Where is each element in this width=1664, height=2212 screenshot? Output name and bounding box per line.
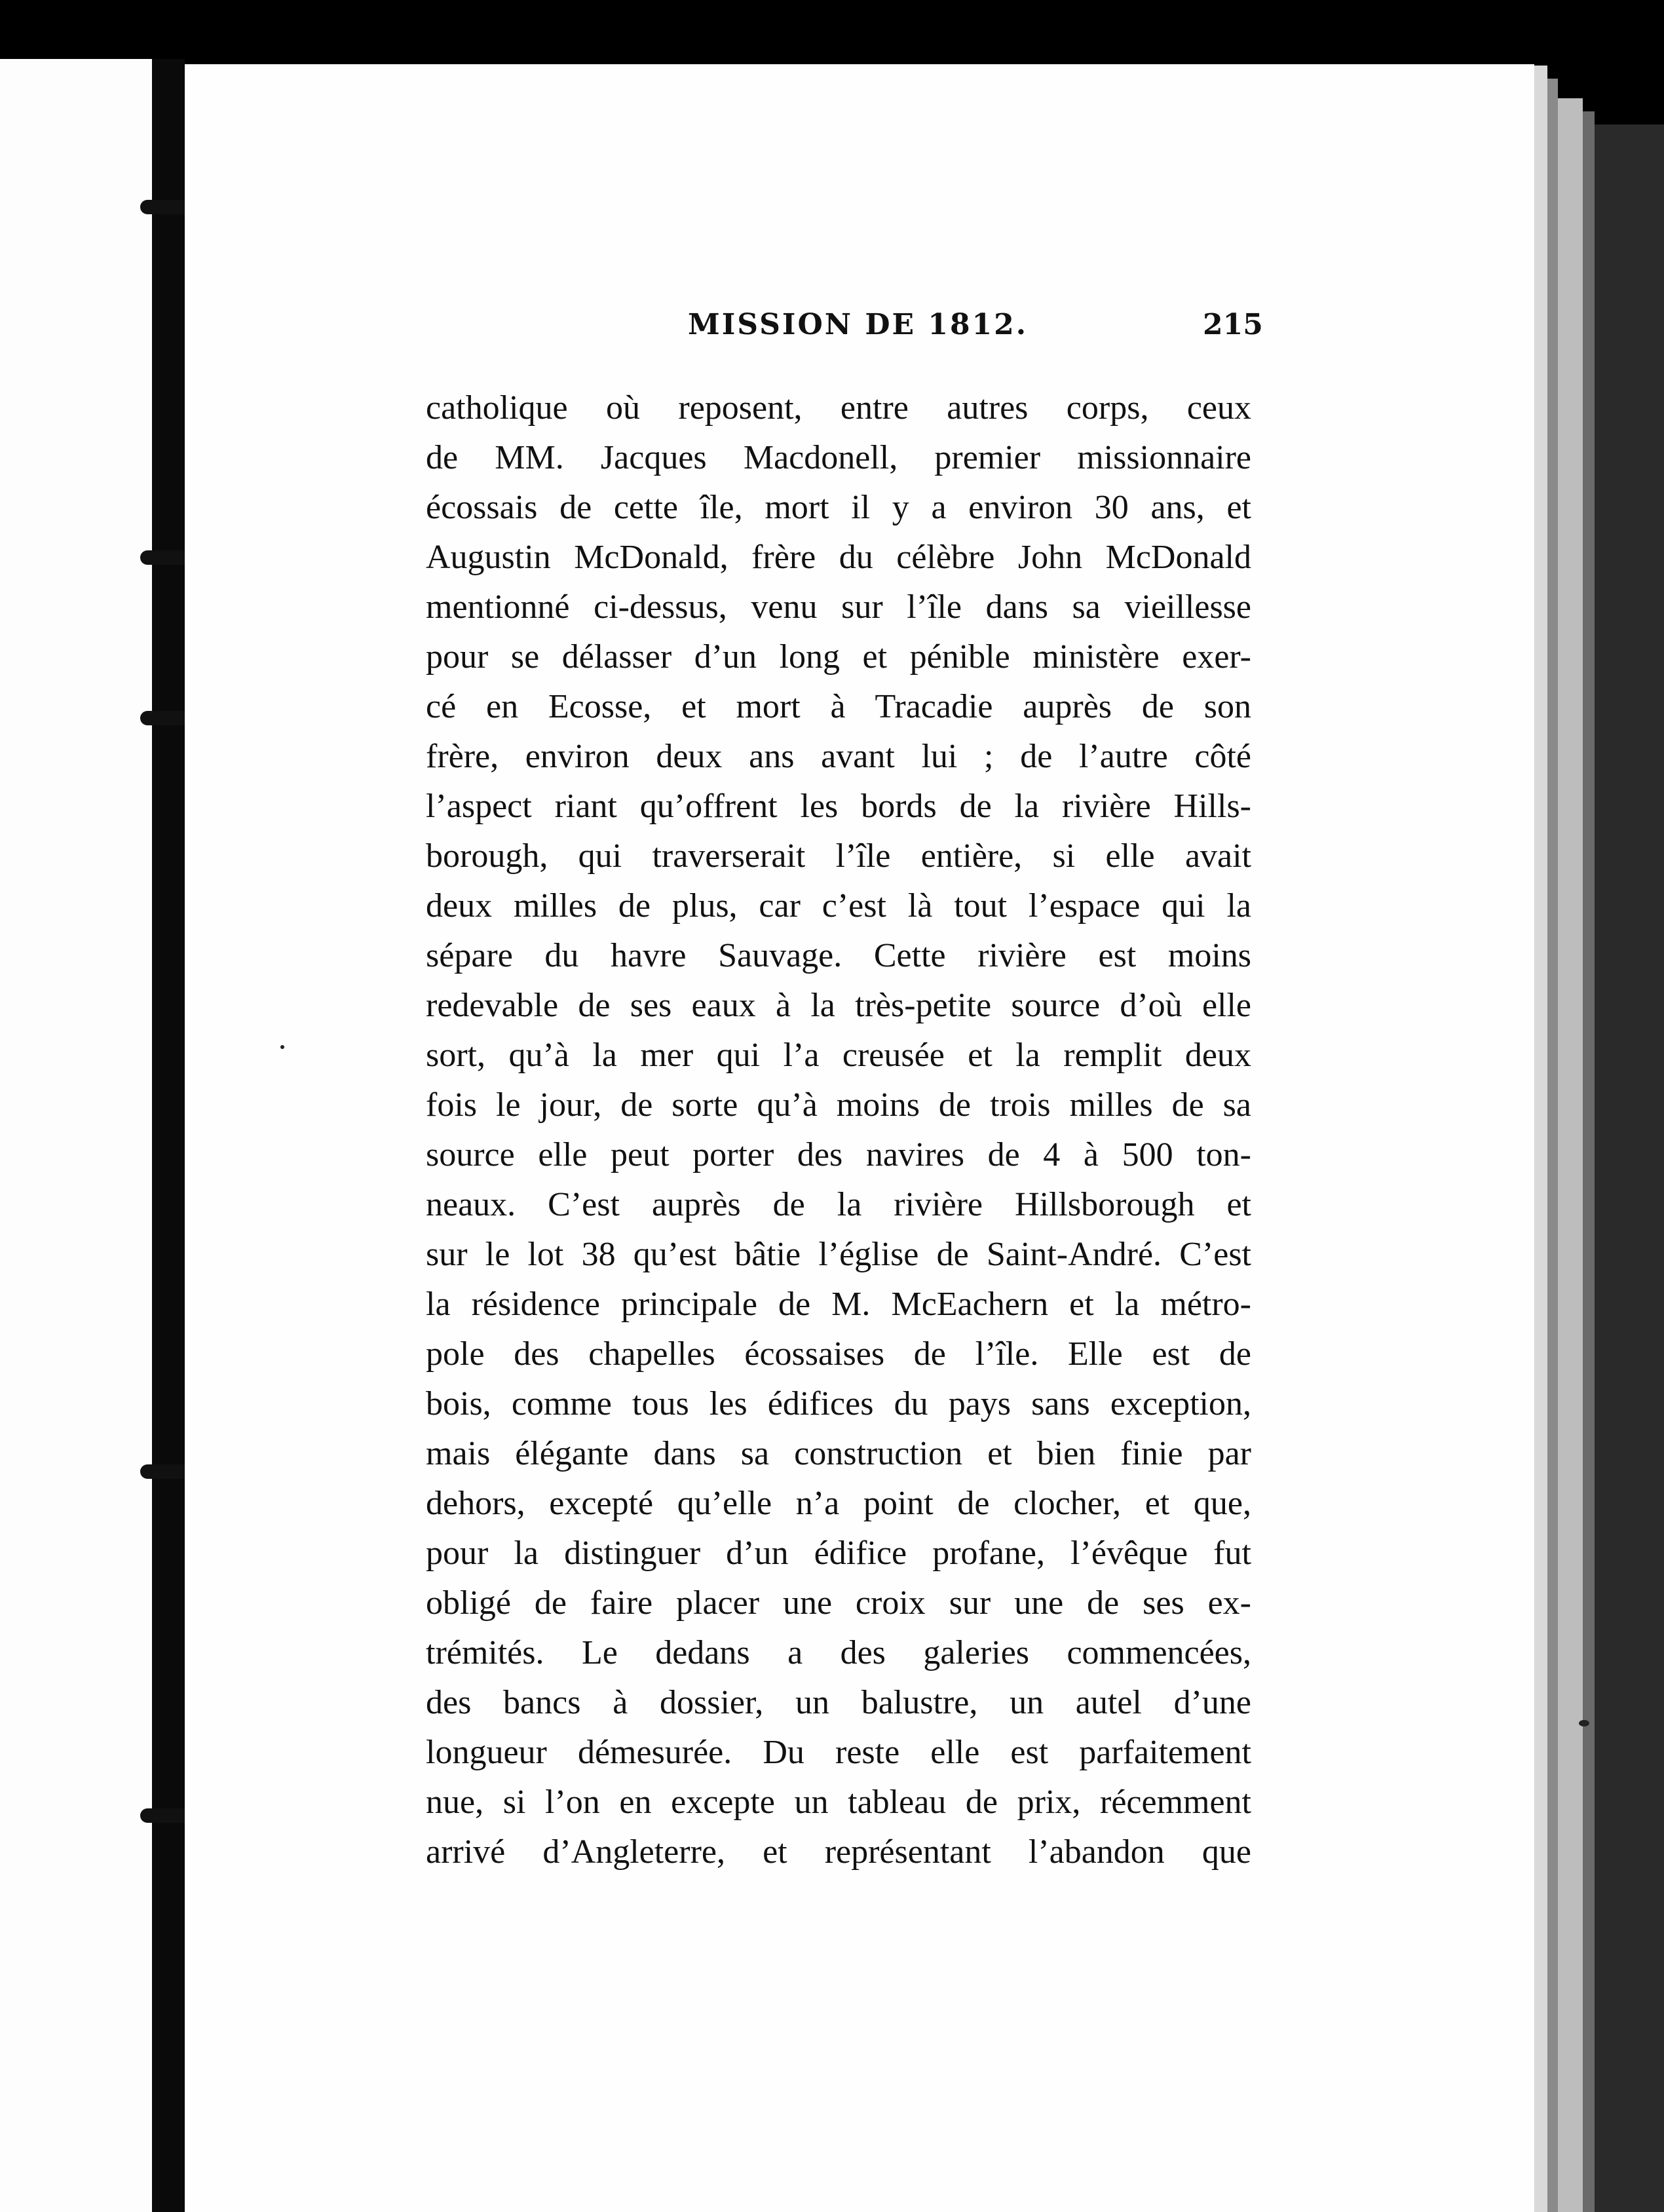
text-line: obligé de faire placer une croix sur une de ses ex-: [426, 1584, 1251, 1622]
scan-speck: [280, 1045, 284, 1049]
text-line: mentionné ci-dessus, venu sur l’île dans sa vieillesse: [426, 588, 1251, 626]
text-line: écossais de cette île, mort il y a environ 30 ans, et: [426, 489, 1251, 526]
text-line: cé en Ecosse, et mort à Tracadie auprès de son: [426, 688, 1251, 725]
text-line: nue, si l’on en excepte un tableau de prix, récemment: [426, 1783, 1251, 1821]
text-line: bois, comme tous les édifices du pays sans exception,: [426, 1385, 1251, 1422]
scan-speck: [1579, 1720, 1589, 1726]
text-line: sort, qu’à la mer qui l’a creusée et la remplit deux: [426, 1037, 1251, 1074]
facing-page-edge: [0, 59, 152, 2212]
text-line: redevable de ses eaux à la très-petite source d’où elle: [426, 987, 1251, 1024]
page-edge: [1583, 111, 1595, 2212]
text-line: l’aspect riant qu’offrent les bords de la rivière Hills-: [426, 788, 1251, 825]
text-line: mais élégante dans sa construction et bien finie par: [426, 1435, 1251, 1472]
page-number: 215: [1203, 308, 1263, 341]
running-title: MISSION DE 1812.: [688, 308, 1029, 341]
text-line: Augustin McDonald, frère du célèbre John McDonald: [426, 539, 1251, 576]
text-line: source elle peut porter des navires de 4 à 500 ton-: [426, 1136, 1251, 1173]
text-line: pour la distinguer d’un édifice profane, l’évêque fut: [426, 1535, 1251, 1572]
page-edge: [1534, 66, 1547, 2212]
text-line: pole des chapelles écossaises de l’île. Elle est de: [426, 1335, 1251, 1373]
page-edge: [1558, 98, 1583, 2212]
text-line: fois le jour, de sorte qu’à moins de trois milles de sa: [426, 1086, 1251, 1124]
text-line: arrivé d’Angleterre, et représentant l’abandon que: [426, 1833, 1251, 1871]
text-line: des bancs à dossier, un balustre, un autel d’une: [426, 1684, 1251, 1721]
text-line: sur le lot 38 qu’est bâtie l’église de Saint-André. C’est: [426, 1236, 1251, 1273]
book-spine: [152, 59, 185, 2212]
text-line: frère, environ deux ans avant lui ; de l’autre côté: [426, 738, 1251, 775]
page-edge: [1595, 124, 1664, 2212]
text-line: deux milles de plus, car c’est là tout l’espace qui la: [426, 887, 1251, 925]
body-text: [426, 383, 1251, 1877]
text-line: trémités. Le dedans a des galeries commencées,: [426, 1634, 1251, 1671]
page-edge: [1547, 79, 1558, 2212]
text-line: de MM. Jacques Macdonell, premier missionnaire: [426, 439, 1251, 476]
text-line: pour se délasser d’un long et pénible ministère exer-: [426, 638, 1251, 676]
text-line: sépare du havre Sauvage. Cette rivière est moins: [426, 937, 1251, 974]
text-line: catholique où reposent, entre autres corps, ceux: [426, 389, 1251, 427]
text-line: borough, qui traverserait l’île entière, si elle avait: [426, 837, 1251, 875]
text-line: la résidence principale de M. McEachern et la métro-: [426, 1286, 1251, 1323]
text-line: dehors, excepté qu’elle n’a point de clocher, et que,: [426, 1485, 1251, 1522]
text-line: longueur démesurée. Du reste elle est parfaitement: [426, 1734, 1251, 1771]
text-line: neaux. C’est auprès de la rivière Hillsborough et: [426, 1186, 1251, 1223]
